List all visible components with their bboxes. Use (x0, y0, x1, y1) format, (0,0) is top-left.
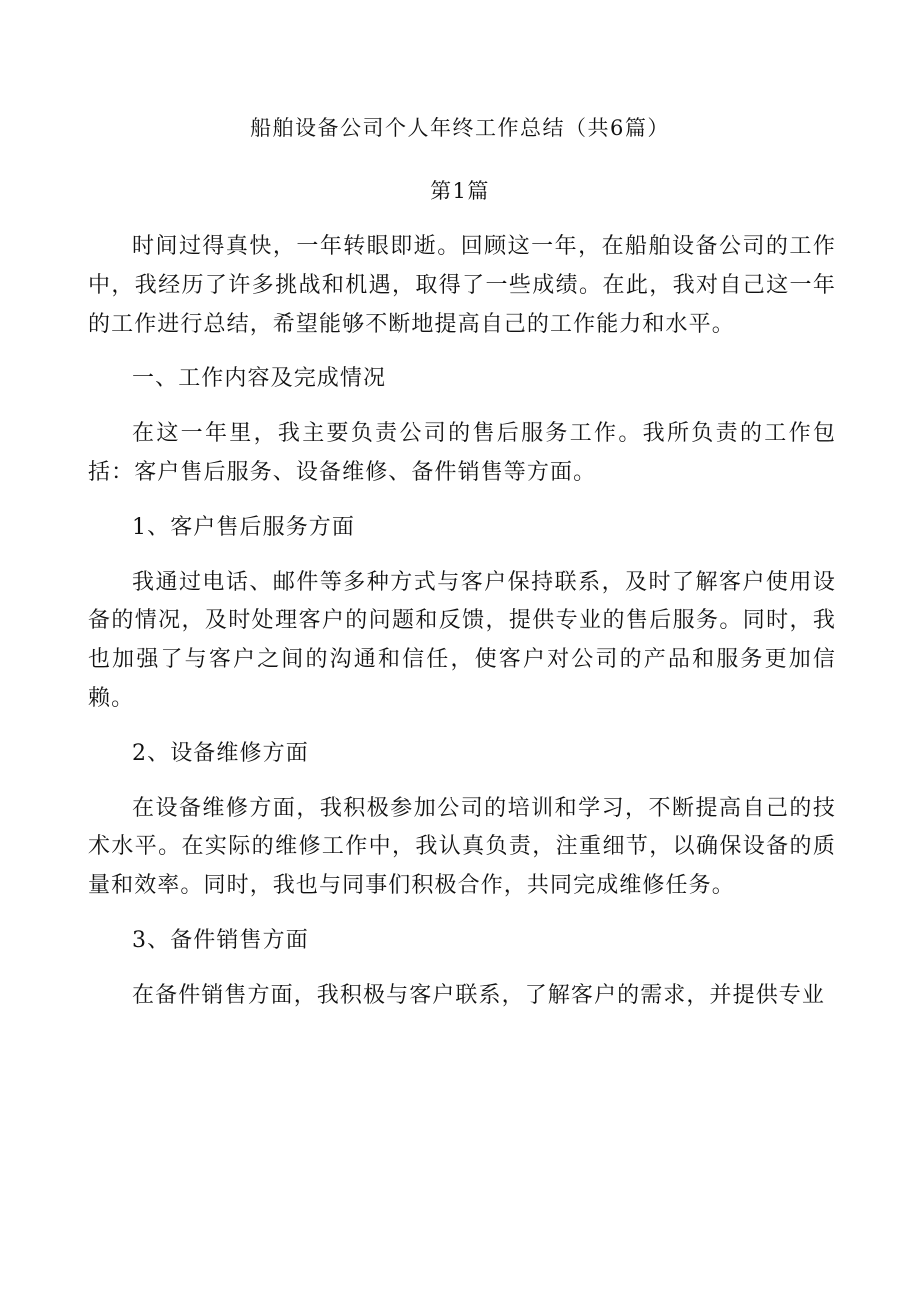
paragraph: 在设备维修方面，我积极参加公司的培训和学习，不断提高自己的技术水平。在实际的维修工作中，我认真负责，注重细节，以确保设备的质量和效率。同时，我也与同事们积极合作，共同完成维修任务。 (88, 795, 836, 899)
paragraph: 我通过电话、邮件等多种方式与客户保持联系，及时了解客户使用设备的情况，及时处理客户的问题和反馈，提供专业的售后服务。同时，我也加强了与客户之间的沟通和信任，使客户对公司的产品和服务更加信赖。 (88, 569, 836, 711)
paragraph: 在备件销售方面，我积极与客户联系，了解客户的需求，并提供专业 (132, 982, 826, 1008)
section-heading: 一、工作内容及完成情况 (132, 366, 387, 392)
subsection-heading: 2、设备维修方面 (132, 740, 309, 766)
document-title: 船舶设备公司个人年终工作总结（共6篇） (250, 116, 670, 140)
document-body (88, 228, 836, 1032)
paragraph: 在这一年里，我主要负责公司的售后服务工作。我所负责的工作包括：客户售后服务、设备维修、备件销售等方面。 (88, 421, 836, 485)
document-subtitle: 第1篇 (430, 179, 490, 203)
paragraph-intro: 时间过得真快，一年转眼即逝。回顾这一年，在船舶设备公司的工作中，我经历了许多挑战和机遇，取得了一些成绩。在此，我对自己这一年的工作进行总结，希望能够不断地提高自己的工作能力和水平。 (88, 234, 836, 337)
subsection-heading: 1、客户售后服务方面 (132, 514, 355, 540)
subsection-heading: 3、备件销售方面 (132, 927, 309, 953)
